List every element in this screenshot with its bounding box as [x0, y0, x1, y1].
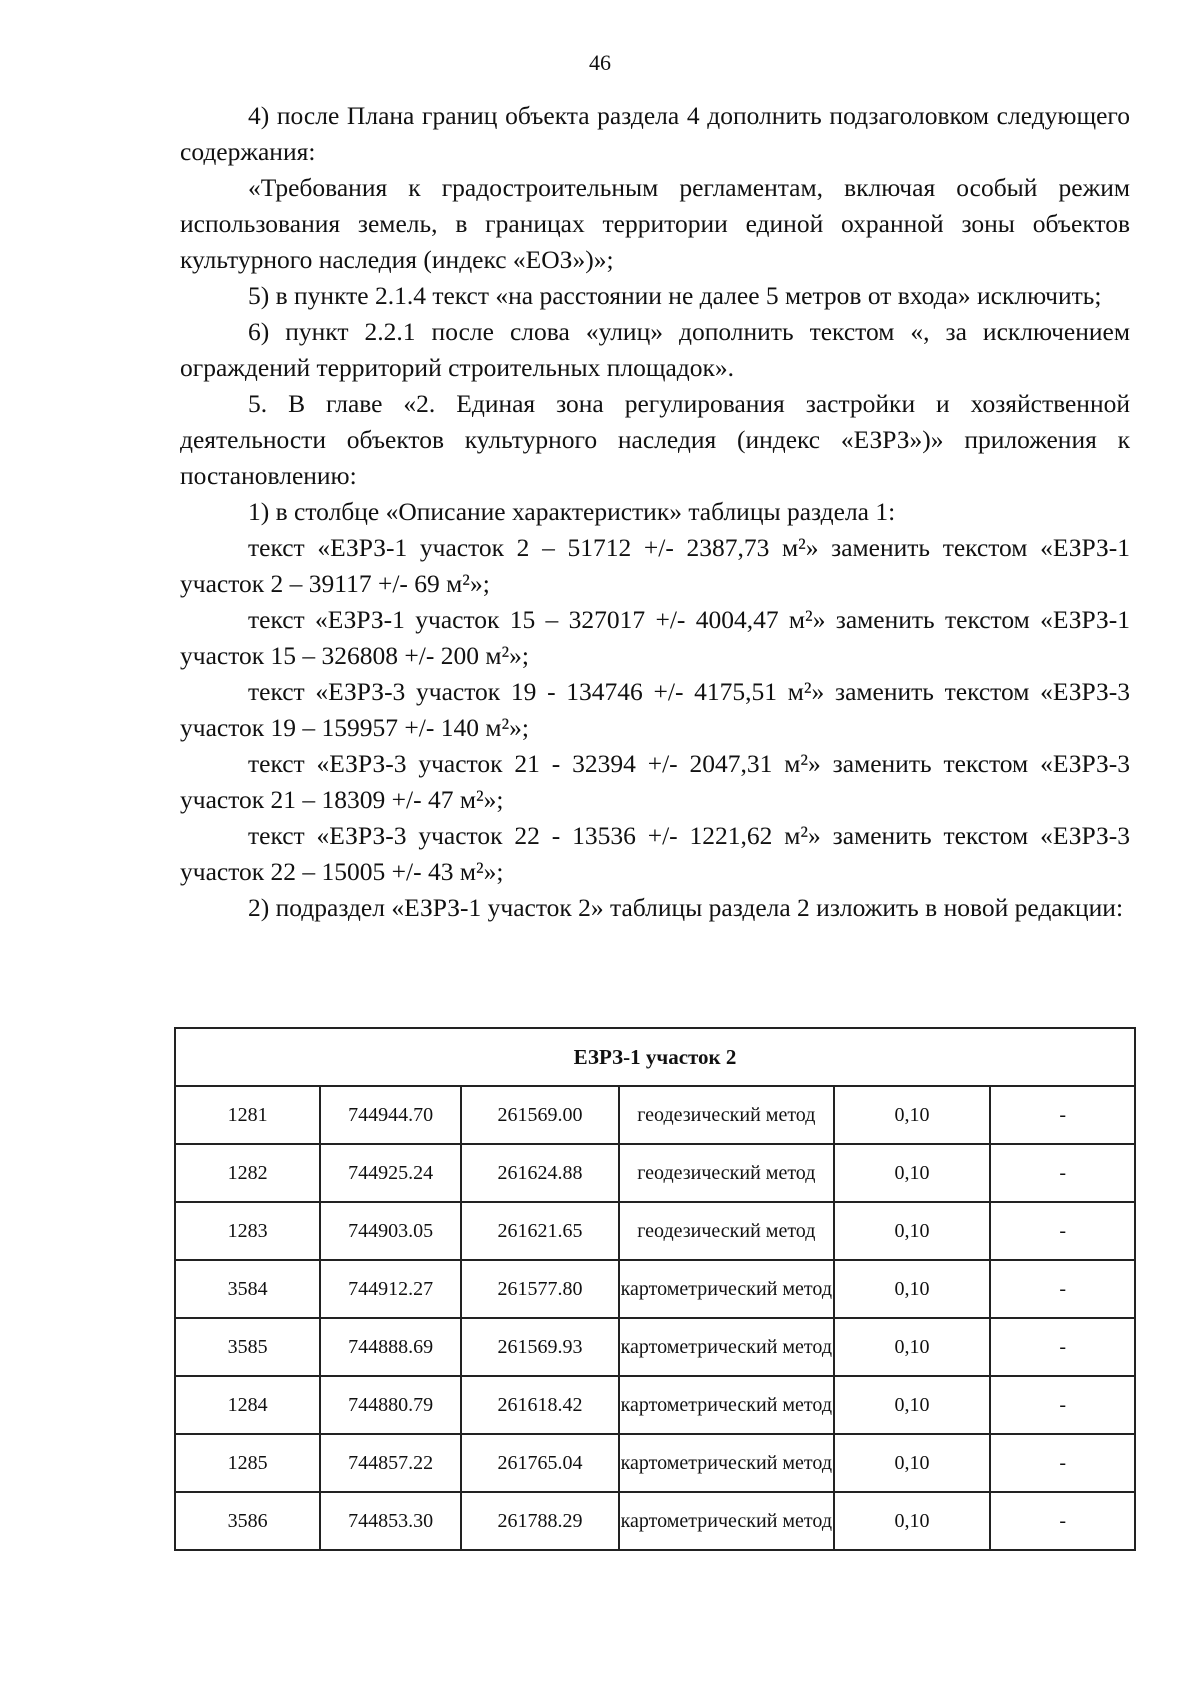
note-cell: -	[990, 1376, 1135, 1434]
y-coordinate-cell: 261765.04	[461, 1434, 619, 1492]
table-row	[175, 1144, 1135, 1202]
paragraph: 2) подраздел «ЕЗРЗ-1 участок 2» таблицы раздела 2 изложить в новой редакции:	[248, 893, 1124, 922]
coordinates-table	[174, 1027, 1136, 1551]
method-cell: геодезический метод	[619, 1144, 834, 1202]
paragraph: текст «ЕЗРЗ-1 участок 2 – 51712 +/- 2387,73 м²» заменить текстом «ЕЗРЗ-1 участок 2 – 39117 +/- 69 м²»;	[180, 533, 1130, 598]
document-body	[180, 98, 1130, 926]
paragraph: 5) в пункте 2.1.4 текст «на расстоянии не далее 5 метров от входа» исключить;	[248, 281, 1102, 310]
note-cell: -	[990, 1260, 1135, 1318]
accuracy-cell: 0,10	[834, 1086, 991, 1144]
x-coordinate-cell: 744903.05	[320, 1202, 461, 1260]
paragraph: 5. В главе «2. Единая зона регулирования застройки и хозяйственной деятельности объектов культурного наследия (индекс «ЕЗРЗ»)» приложения к постановлению:	[180, 389, 1130, 490]
note-cell: -	[990, 1086, 1135, 1144]
point-number-cell: 1282	[175, 1144, 320, 1202]
x-coordinate-cell: 744888.69	[320, 1318, 461, 1376]
accuracy-cell: 0,10	[834, 1376, 991, 1434]
x-coordinate-cell: 744944.70	[320, 1086, 461, 1144]
accuracy-cell: 0,10	[834, 1492, 991, 1550]
note-cell: -	[990, 1318, 1135, 1376]
accuracy-cell: 0,10	[834, 1318, 991, 1376]
point-number-cell: 1284	[175, 1376, 320, 1434]
x-coordinate-cell: 744925.24	[320, 1144, 461, 1202]
y-coordinate-cell: 261624.88	[461, 1144, 619, 1202]
point-number-cell: 1283	[175, 1202, 320, 1260]
y-coordinate-cell: 261569.93	[461, 1318, 619, 1376]
table-row	[175, 1260, 1135, 1318]
x-coordinate-cell: 744853.30	[320, 1492, 461, 1550]
table-row	[175, 1086, 1135, 1144]
point-number-cell: 1281	[175, 1086, 320, 1144]
page-number: 46	[589, 50, 611, 75]
accuracy-cell: 0,10	[834, 1202, 991, 1260]
x-coordinate-cell: 744912.27	[320, 1260, 461, 1318]
y-coordinate-cell: 261577.80	[461, 1260, 619, 1318]
method-cell: картометрический метод	[619, 1492, 834, 1550]
table-title: ЕЗРЗ-1 участок 2	[175, 1028, 1135, 1086]
point-number-cell: 1285	[175, 1434, 320, 1492]
paragraph: 6) пункт 2.2.1 после слова «улиц» дополнить текстом «, за исключением ограждений территорий строительных площадок».	[180, 317, 1130, 382]
table-header-row	[175, 1028, 1135, 1086]
table-row	[175, 1202, 1135, 1260]
accuracy-cell: 0,10	[834, 1434, 991, 1492]
method-cell: картометрический метод	[619, 1376, 834, 1434]
table-row	[175, 1318, 1135, 1376]
y-coordinate-cell: 261569.00	[461, 1086, 619, 1144]
x-coordinate-cell: 744880.79	[320, 1376, 461, 1434]
note-cell: -	[990, 1144, 1135, 1202]
note-cell: -	[990, 1202, 1135, 1260]
method-cell: картометрический метод	[619, 1260, 834, 1318]
accuracy-cell: 0,10	[834, 1260, 991, 1318]
method-cell: картометрический метод	[619, 1318, 834, 1376]
y-coordinate-cell: 261621.65	[461, 1202, 619, 1260]
accuracy-cell: 0,10	[834, 1144, 991, 1202]
note-cell: -	[990, 1434, 1135, 1492]
y-coordinate-cell: 261788.29	[461, 1492, 619, 1550]
table-row	[175, 1376, 1135, 1434]
paragraph: текст «ЕЗРЗ-3 участок 22 - 13536 +/- 1221,62 м²» заменить текстом «ЕЗРЗ-3 участок 22 – 15005 +/- 43 м²»;	[180, 821, 1130, 886]
x-coordinate-cell: 744857.22	[320, 1434, 461, 1492]
note-cell: -	[990, 1492, 1135, 1550]
method-cell: геодезический метод	[619, 1202, 834, 1260]
paragraph: текст «ЕЗРЗ-1 участок 15 – 327017 +/- 4004,47 м²» заменить текстом «ЕЗРЗ-1 участок 15 – 326808 +/- 200 м²»;	[180, 605, 1130, 670]
table-row	[175, 1492, 1135, 1550]
paragraph: текст «ЕЗРЗ-3 участок 21 - 32394 +/- 2047,31 м²» заменить текстом «ЕЗРЗ-3 участок 21 – 18309 +/- 47 м²»;	[180, 749, 1130, 814]
method-cell: геодезический метод	[619, 1086, 834, 1144]
paragraph: «Требования к градостроительным регламентам, включая особый режим использования земель, в границах территории единой охранной зоны объектов культурного наследия (индекс «ЕОЗ»)»;	[180, 173, 1130, 274]
table-row	[175, 1434, 1135, 1492]
point-number-cell: 3584	[175, 1260, 320, 1318]
point-number-cell: 3586	[175, 1492, 320, 1550]
paragraph: 1) в столбце «Описание характеристик» таблицы раздела 1:	[248, 497, 896, 526]
paragraph: текст «ЕЗРЗ-3 участок 19 - 134746 +/- 4175,51 м²» заменить текстом «ЕЗРЗ-3 участок 19 – 159957 +/- 140 м²»;	[180, 677, 1130, 742]
y-coordinate-cell: 261618.42	[461, 1376, 619, 1434]
paragraph: 4) после Плана границ объекта раздела 4 дополнить подзаголовком следующего содержания:	[180, 101, 1130, 166]
point-number-cell: 3585	[175, 1318, 320, 1376]
method-cell: картометрический метод	[619, 1434, 834, 1492]
